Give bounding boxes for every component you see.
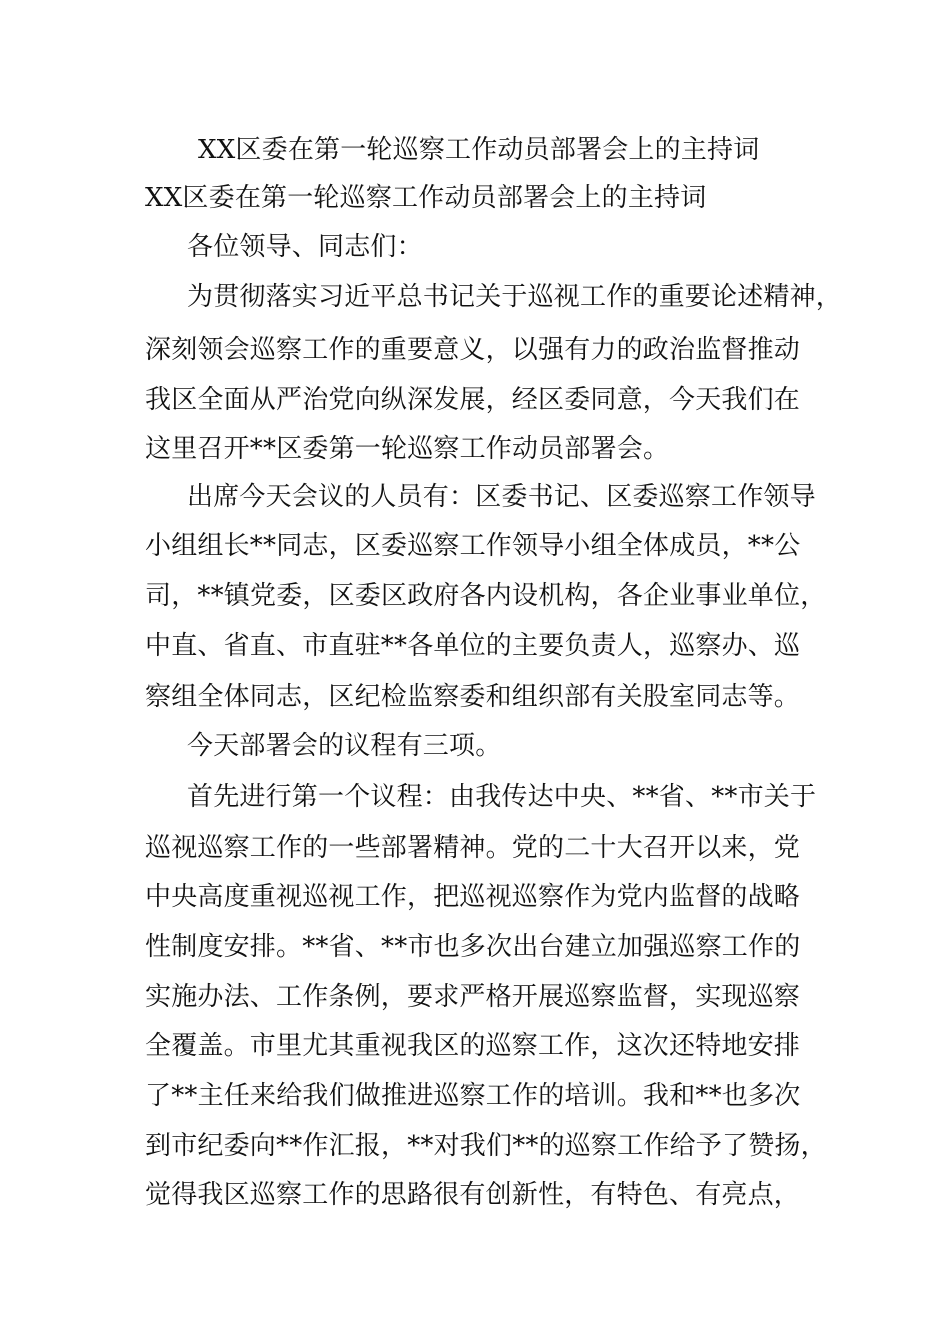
text-line: 中直、省直、市直驻**各单位的主要负责人，巡察办、巡	[145, 631, 801, 661]
text-line: 深刻领会巡察工作的重要意义，以强有力的政治监督推动	[145, 335, 801, 365]
text-line: 今天部署会的议程有三项。	[187, 731, 502, 761]
text-line: 察组全体同志，区纪检监察委和组织部有关股室同志等。	[145, 682, 801, 712]
text-line: 实施办法、工作条例，要求严格开展巡察监督，实现巡察	[145, 982, 801, 1012]
salutation: 各位领导、同志们：	[187, 232, 423, 262]
text-line: 为贯彻落实习近平总书记关于巡视工作的重要论述精神，	[187, 282, 843, 312]
header-title: XX区委在第一轮巡察工作动员部署会上的主持词	[198, 135, 760, 165]
text-line: 到市纪委向**作汇报，**对我们**的巡察工作给予了赞扬，	[145, 1131, 827, 1161]
text-line: 性制度安排。**省、**市也多次出台建立加强巡察工作的	[145, 932, 801, 962]
text-line: 首先进行第一个议程：由我传达中央、**省、**市关于	[187, 782, 817, 812]
text-line: 了**主任来给我们做推进巡察工作的培训。我和**也多次	[145, 1081, 801, 1111]
text-line: 全覆盖。市里尤其重视我区的巡察工作，这次还特地安排	[145, 1031, 801, 1061]
text-line: 巡视巡察工作的一些部署精神。党的二十大召开以来，党	[145, 833, 801, 863]
text-line: 这里召开**区委第一轮巡察工作动员部署会。	[145, 434, 670, 464]
text-line: 中央高度重视巡视工作，把巡视巡察作为党内监督的战略	[145, 882, 801, 912]
text-line: 觉得我区巡察工作的思路很有创新性，有特色、有亮点，	[145, 1180, 801, 1210]
text-line: 出席今天会议的人员有：区委书记、区委巡察工作领导	[187, 482, 816, 512]
text-line: 小组组长**同志，区委巡察工作领导小组全体成员，**公	[145, 531, 801, 561]
text-line: 司，**镇党委，区委区政府各内设机构，各企业事业单位，	[145, 581, 827, 611]
text-line: 我区全面从严治党向纵深发展，经区委同意，今天我们在	[145, 385, 801, 415]
document-title: XX区委在第一轮巡察工作动员部署会上的主持词	[145, 183, 707, 213]
